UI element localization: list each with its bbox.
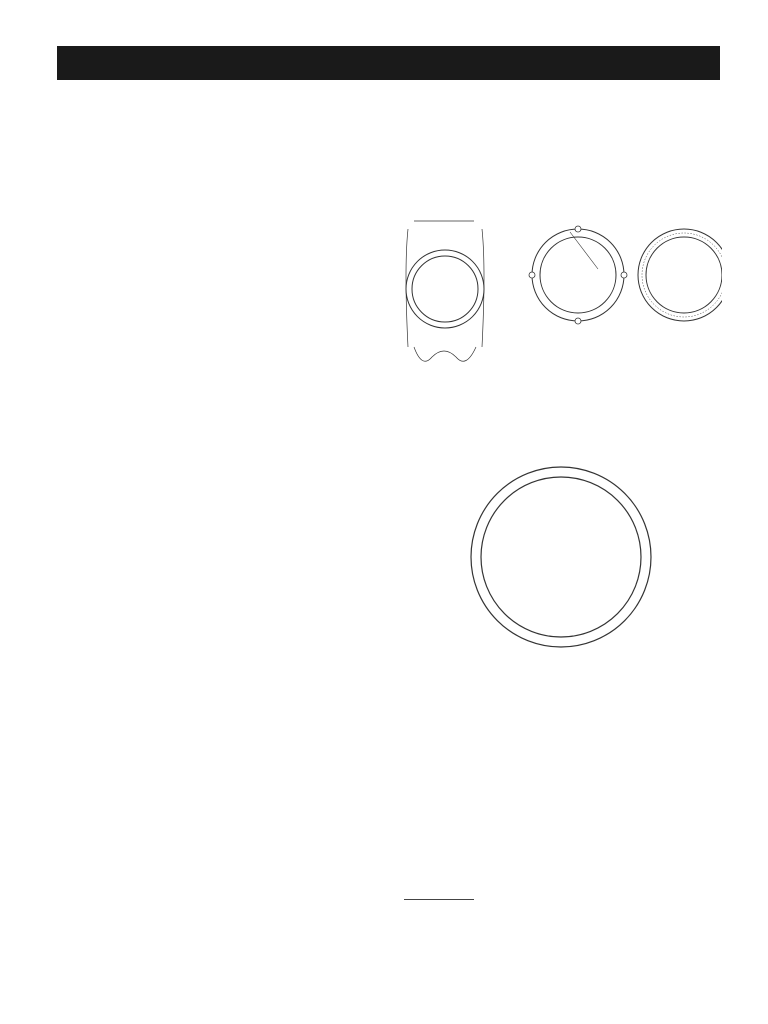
footnote-rule: [404, 899, 474, 900]
journal-banner: [57, 46, 720, 80]
figure-1c: [638, 229, 722, 321]
figure-2: [400, 448, 722, 670]
figure-1: [400, 207, 722, 377]
figure-1a: [406, 221, 484, 361]
figure-1b: [529, 226, 627, 324]
